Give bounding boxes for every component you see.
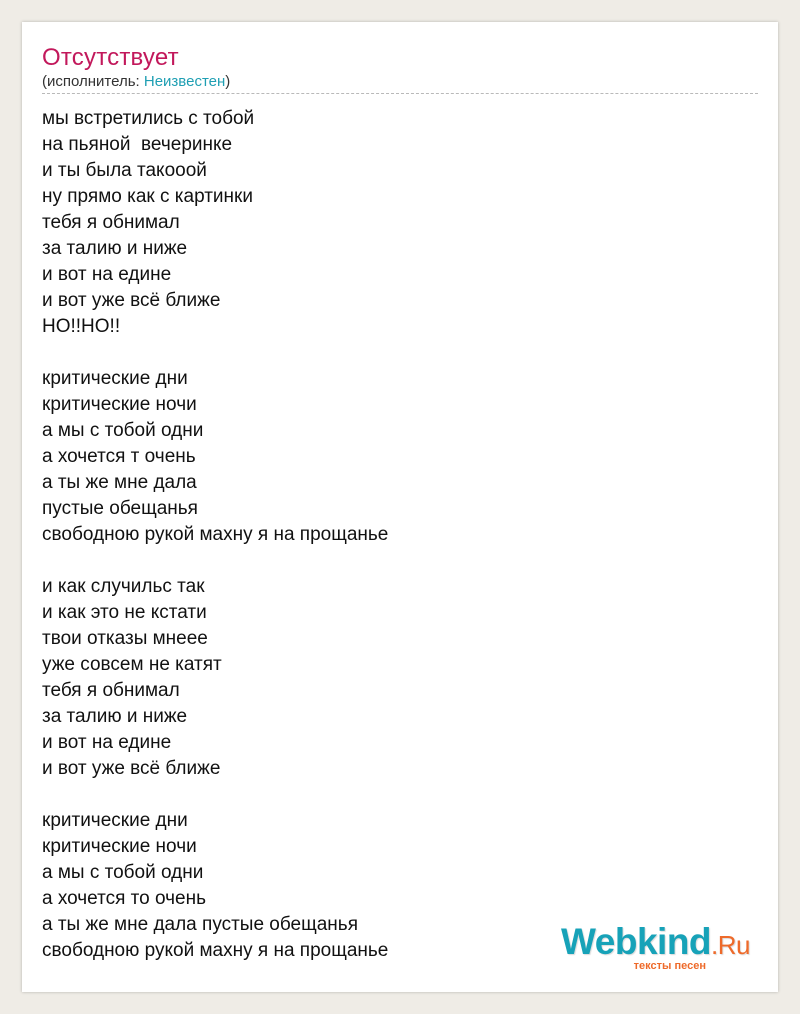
- lyric-line: мы встретились с тобой: [42, 108, 255, 129]
- lyric-line: а хочется т очень: [42, 446, 196, 467]
- lyric-line: на пьяной вечеринке: [42, 134, 233, 155]
- lyric-line: за талию и ниже: [42, 238, 188, 259]
- artist-suffix: ): [225, 73, 231, 90]
- title-divider: [42, 93, 758, 94]
- lyric-line: и как это не кстати: [42, 602, 207, 623]
- lyric-line: тебя я обнимал: [42, 680, 180, 701]
- site-logo[interactable]: [561, 921, 750, 972]
- song-title: Отсутствует: [42, 44, 179, 71]
- lyric-line: а ты же мне дала пустые обещанья: [42, 914, 358, 935]
- artist-prefix: (исполнитель:: [42, 73, 144, 90]
- stanza-break: [42, 548, 388, 574]
- logo-main-text: Webkind: [561, 921, 712, 962]
- lyric-line: критические дни: [42, 810, 188, 831]
- lyric-line: и ты была такооой: [42, 160, 207, 181]
- logo-tagline: тексты песен: [633, 960, 706, 972]
- lyric-line: а хочется то очень: [42, 888, 207, 909]
- logo-wordmark: [561, 921, 750, 962]
- lyrics-text: [42, 106, 388, 964]
- lyric-line: критические дни: [42, 368, 188, 389]
- lyrics-sheet: [22, 22, 778, 992]
- lyric-line: свободною рукой махну я на прощанье: [42, 940, 389, 961]
- lyric-line: а мы с тобой одни: [42, 862, 204, 883]
- stanza-break: [42, 340, 388, 366]
- lyric-line: а мы с тобой одни: [42, 420, 204, 441]
- stanza-break: [42, 782, 388, 808]
- lyric-line: критические ночи: [42, 394, 197, 415]
- lyric-line: ну прямо как с картинки: [42, 186, 253, 207]
- lyric-line: и как случильс так: [42, 576, 205, 597]
- lyric-line: а ты же мне дала: [42, 472, 197, 493]
- lyric-line: уже совсем не катят: [42, 654, 222, 675]
- lyric-line: тебя я обнимал: [42, 212, 180, 233]
- lyric-line: и вот уже всё ближе: [42, 290, 221, 311]
- lyric-line: и вот уже всё ближе: [42, 758, 221, 779]
- lyric-line: за талию и ниже: [42, 706, 188, 727]
- logo-suffix: .Ru: [711, 930, 750, 960]
- artist-line: [42, 73, 230, 90]
- artist-link[interactable]: Неизвестен: [143, 73, 226, 90]
- lyric-line: и вот на едине: [42, 264, 172, 285]
- lyric-line: и вот на едине: [42, 732, 172, 753]
- lyric-line: пустые обещанья: [42, 498, 198, 519]
- lyric-line: критические ночи: [42, 836, 197, 857]
- lyric-line: свободною рукой махну я на прощанье: [42, 524, 389, 545]
- lyric-line: НО!!НО!!: [42, 316, 121, 337]
- lyric-line: твои отказы мнеее: [42, 628, 208, 649]
